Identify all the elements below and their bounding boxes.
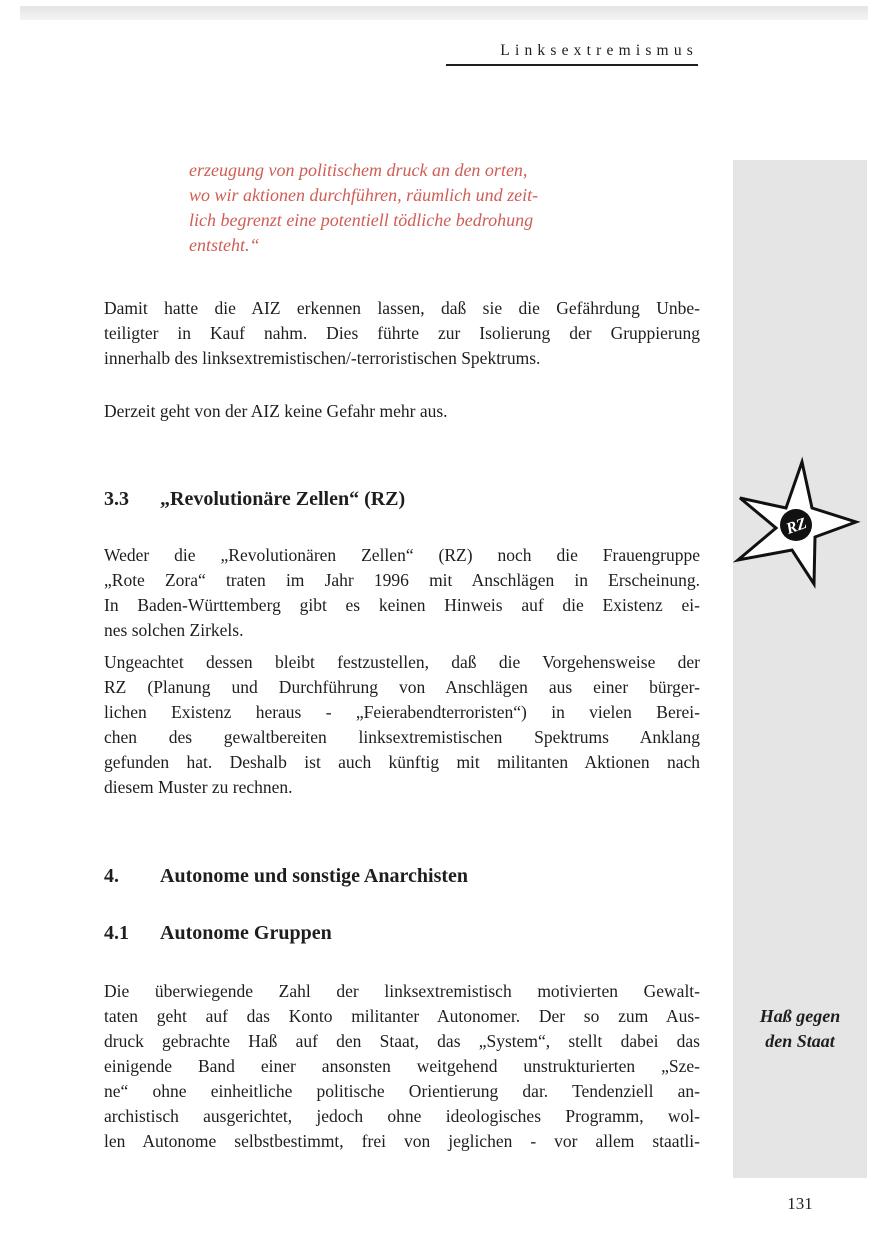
rz-logo-text: RZ [783,514,810,538]
text-line: Die überwiegende Zahl der linksextremistisch motivierten Gewalt- [104,981,700,1001]
margin-note [733,1004,867,1054]
heading-anarchists [104,865,468,888]
margin-note-line: den Staat [765,1031,835,1051]
text-line: Damit hatte die AIZ erkennen lassen, daß sie die Gefährdung Unbe- [104,298,700,318]
paragraph-rz-2 [104,650,700,800]
heading-autonomous-groups [104,922,332,945]
heading-number: 4. [104,865,119,887]
quote-line: erzeugung von politischem druck an den orten, [189,160,528,180]
text-line: diesem Muster zu rechnen. [104,777,293,797]
heading-number: 3.3 [104,488,129,510]
margin-note-line: Haß gegen [759,1006,841,1026]
text-line: taten geht auf das Konto militanter Autonomer. Der so zum Aus- [104,1006,700,1026]
heading-title: Autonome und sonstige Anarchisten [160,865,469,887]
text-line: Ungeachtet dessen bleibt festzustellen, daß die Vorgehensweise der [104,652,700,672]
text-line: len Autonome selbstbestimmt, frei von jeglichen - vor allem staatli- [104,1131,700,1151]
text-line: einigende Band einer ansonsten weitgehend unstrukturierten „Sze- [104,1056,700,1076]
text-line: teiligter in Kauf nahm. Dies führte zur Isolierung der Gruppierung [104,323,700,343]
heading-title: Autonome Gruppen [160,922,332,944]
paragraph-aiz-no-danger [104,399,700,424]
page-top-edge [20,6,868,20]
text-line: RZ (Planung und Durchführung von Anschlägen aus einer bürger- [104,677,700,697]
text-line: „Rote Zora“ traten im Jahr 1996 mit Anschlägen in Erscheinung. [104,570,700,590]
paragraph-rz-1 [104,543,700,643]
text-line: nes solchen Zirkels. [104,620,244,640]
quote-line: entsteht.“ [189,235,260,255]
text-line: druck gebrachte Haß auf den Staat, das „System“, stellt dabei das [104,1031,700,1051]
paragraph-aiz-consequence [104,296,700,371]
quote-line: wo wir aktionen durchführen, räumlich und zeit- [189,185,539,205]
text-line: chen des gewaltbereiten linksextremistischen Spektrums Anklang [104,727,700,747]
text-line: Weder die „Revolutionären Zellen“ (RZ) noch die Frauengruppe [104,545,700,565]
page-number: 131 [787,1194,813,1213]
heading-number: 4.1 [104,922,129,944]
text-line: innerhalb des linksextremistischen/-terroristischen Spektrums. [104,348,541,368]
text-line: gefunden hat. Deshalb ist auch künftig mit militanten Aktionen nach [104,752,700,772]
running-head: Linksextremismus [500,42,698,59]
running-head-rule [446,64,698,66]
text-line: In Baden-Württemberg gibt es keinen Hinweis auf die Existenz ei- [104,595,700,615]
text-line: Derzeit geht von der AIZ keine Gefahr mehr aus. [104,401,448,421]
quote-line: lich begrenzt eine potentiell tödliche bedrohung [189,210,534,230]
text-line: archistisch ausgerichtet, jedoch ohne ideologisches Programm, wol- [104,1106,700,1126]
paragraph-autonome [104,979,700,1154]
heading-revolutionary-cells [104,488,405,511]
red-quote [189,158,659,258]
text-line: lichen Existenz heraus - „Feierabendterroristen“) in vielen Berei- [104,702,700,722]
text-line: ne“ ohne einheitliche politische Orientierung dar. Tendenziell an- [104,1081,700,1101]
rz-star-logo [732,450,866,590]
heading-title: „Revolutionäre Zellen“ (RZ) [160,488,406,510]
